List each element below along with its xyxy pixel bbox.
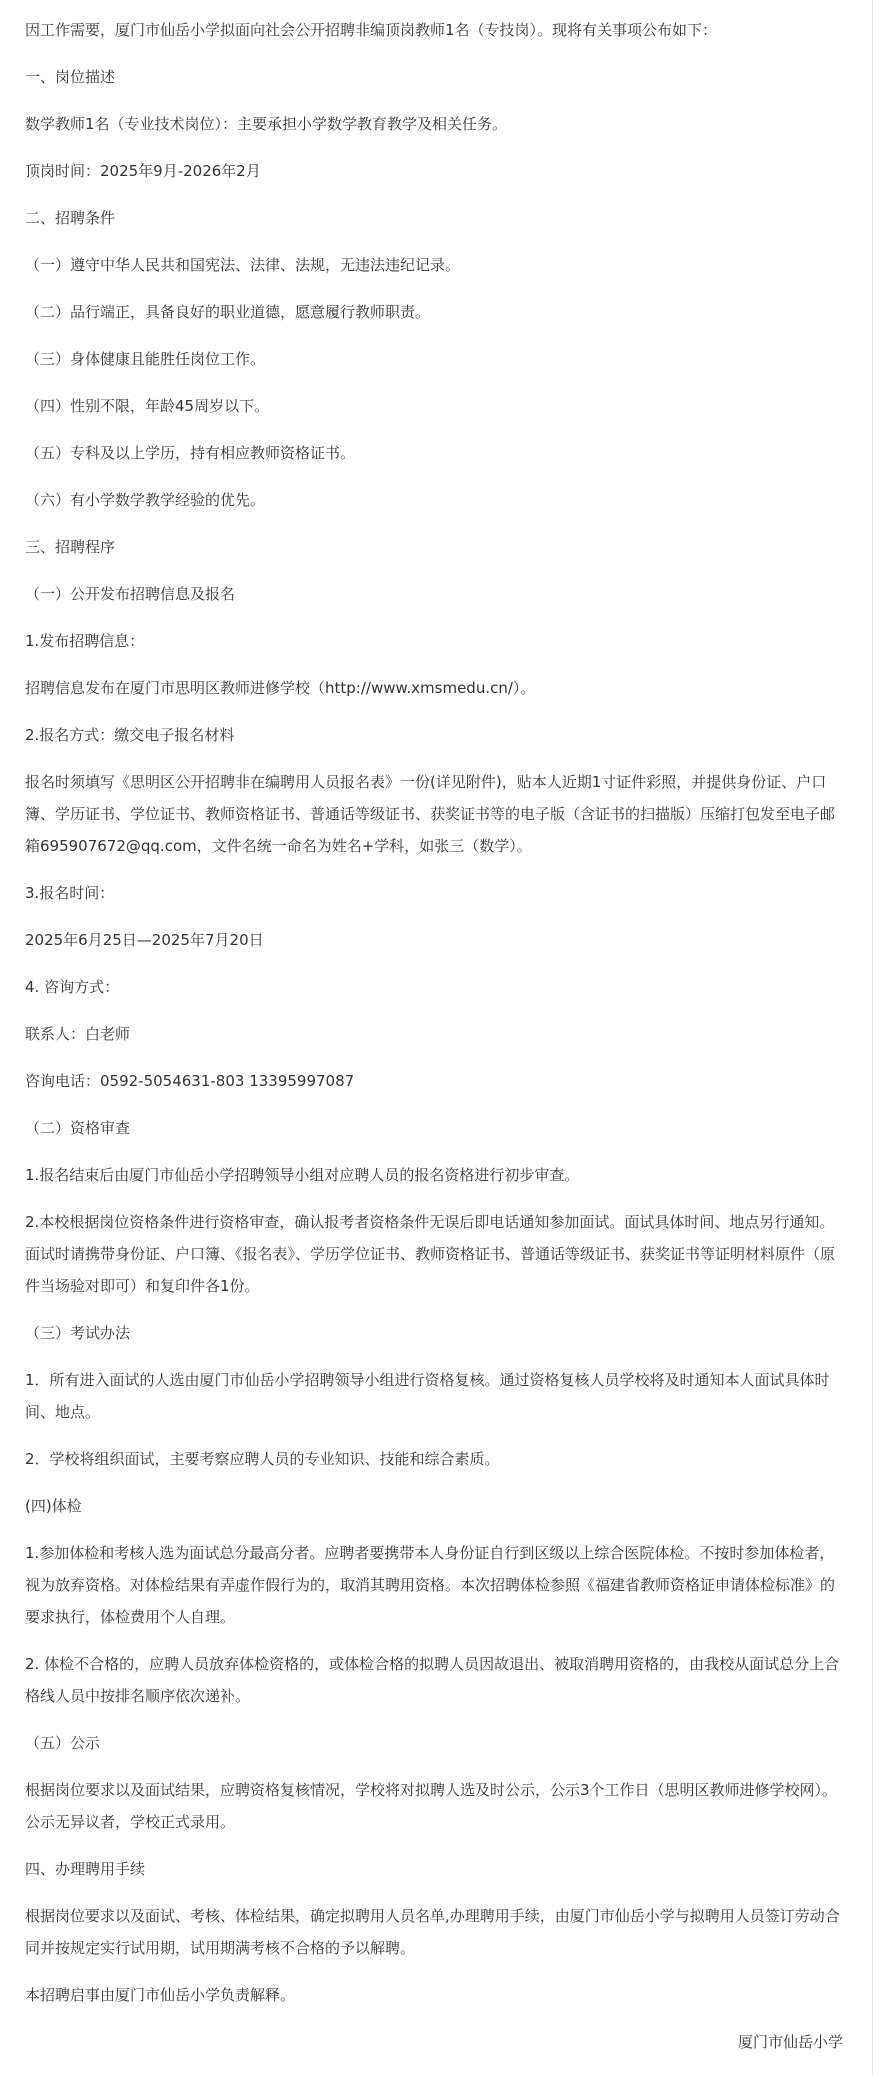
procedure-detail: 招聘信息发布在厦门市思明区教师进修学校（http://www.xmsmedu.cn/）。 bbox=[25, 679, 536, 697]
registration-instructions: 报名时须填写《思明区公开招聘非在编聘用人员报名表》一份(详见附件)，贴本人近期1寸证件彩照，并提供身份证、户口簿、学历证书、学位证书、教师资格证书、普通话等级证书、获奖证书等的电子版（含证书的扫描版）压缩打包发至电子邮箱695907672@qq.com，文件名统一命名为姓名+学科，如张三（数学）。 bbox=[25, 773, 836, 855]
exam-item: 1．所有进入面试的人选由厦门市仙岳小学招聘领导小组进行资格复核。通过资格复核人员学校将及时通知本人面试具体时间、地点。 bbox=[25, 1371, 830, 1421]
condition-item: （六）有小学数学教学经验的优先。 bbox=[25, 491, 266, 509]
section-heading-procedure: 三、招聘程序 bbox=[25, 538, 116, 556]
procedure-step: 3.报名时间： bbox=[25, 884, 115, 902]
condition-item: （二）品行端正，具备良好的职业道德，愿意履行教师职责。 bbox=[25, 303, 431, 321]
exam-item: 2．学校将组织面试，主要考察应聘人员的专业知识、技能和综合素质。 bbox=[25, 1450, 500, 1468]
section-heading-position: 一、岗位描述 bbox=[25, 68, 116, 86]
condition-item: （五）专科及以上学历，持有相应教师资格证书。 bbox=[25, 444, 356, 462]
condition-item: （四）性别不限，年龄45周岁以下。 bbox=[25, 397, 270, 415]
review-item: 1.报名结束后由厦门市仙岳小学招聘领导小组对应聘人员的报名资格进行初步审查。 bbox=[25, 1166, 580, 1184]
subsection-heading: （三）考试办法 bbox=[25, 1324, 131, 1342]
condition-item: （三）身体健康且能胜任岗位工作。 bbox=[25, 350, 266, 368]
position-term: 顶岗时间：2025年9月-2026年2月 bbox=[25, 162, 261, 180]
intro-paragraph: 因工作需要，厦门市仙岳小学拟面向社会公开招聘非编顶岗教师1名（专技岗）。现将有关事项公布如下： bbox=[25, 21, 718, 39]
procedure-step: 4. 咨询方式： bbox=[25, 978, 120, 996]
hiring-detail: 根据岗位要求以及面试、考核、体检结果，确定拟聘用人员名单,办理聘用手续，由厦门市仙岳小学与拟聘用人员签订劳动合同并按规定实行试用期，试用期满考核不合格的予以解聘。 bbox=[25, 1907, 840, 1957]
section-heading-conditions: 二、招聘条件 bbox=[25, 209, 116, 227]
medical-item: 1.参加体检和考核人选为面试总分最高分者。应聘者要携带本人身份证自行到区级以上综合医院体检。不按时参加体检者，视为放弃资格。对体检结果有弄虚作假行为的，取消其聘用资格。本次招聘体检参照《福建省教师资格证申请体检标准》的要求执行，体检费用个人自理。 bbox=[25, 1544, 836, 1626]
registration-dates: 2025年6月25日—2025年7月20日 bbox=[25, 931, 264, 949]
position-description: 数学教师1名（专业技术岗位）：主要承担小学数学教育教学及相关任务。 bbox=[25, 115, 508, 133]
condition-item: （一）遵守中华人民共和国宪法、法律、法规，无违法违纪记录。 bbox=[25, 256, 461, 274]
medical-item: 2. 体检不合格的，应聘人员放弃体检资格的，或体检合格的拟聘人员因故退出、被取消聘用资格的，由我校从面试总分上合格线人员中按排名顺序依次递补。 bbox=[25, 1655, 840, 1705]
subsection-heading: （五）公示 bbox=[25, 1734, 101, 1752]
procedure-step: 1.发布招聘信息： bbox=[25, 632, 145, 650]
procedure-step: 2.报名方式：缴交电子报名材料 bbox=[25, 726, 235, 744]
contact-phone: 咨询电话：0592-5054631-803 13395997087 bbox=[25, 1072, 355, 1090]
subsection-heading: （二）资格审查 bbox=[25, 1119, 131, 1137]
publicity-detail: 根据岗位要求以及面试结果，应聘资格复核情况，学校将对拟聘人选及时公示，公示3个工作日（思明区教师进修学校网）。公示无异议者，学校正式录用。 bbox=[25, 1781, 838, 1831]
review-item: 2.本校根据岗位资格条件进行资格审查，确认报考者资格条件无误后即电话通知参加面试。面试具体时间、地点另行通知。面试时请携带身份证、户口簿、《报名表》、学历学位证书、教师资格证书、普通话等级证书、获奖证书等证明材料原件（原件当场验对即可）和复印件各1份。 bbox=[25, 1213, 836, 1295]
section-heading-hiring: 四、办理聘用手续 bbox=[25, 1860, 146, 1878]
subsection-heading: (四)体检 bbox=[25, 1497, 82, 1515]
subsection-heading: （一）公开发布招聘信息及报名 bbox=[25, 585, 236, 603]
contact-person: 联系人：白老师 bbox=[25, 1025, 131, 1043]
signature: 厦门市仙岳小学 bbox=[737, 2033, 843, 2051]
interpretation-note: 本招聘启事由厦门市仙岳小学负责解释。 bbox=[25, 1986, 296, 2004]
